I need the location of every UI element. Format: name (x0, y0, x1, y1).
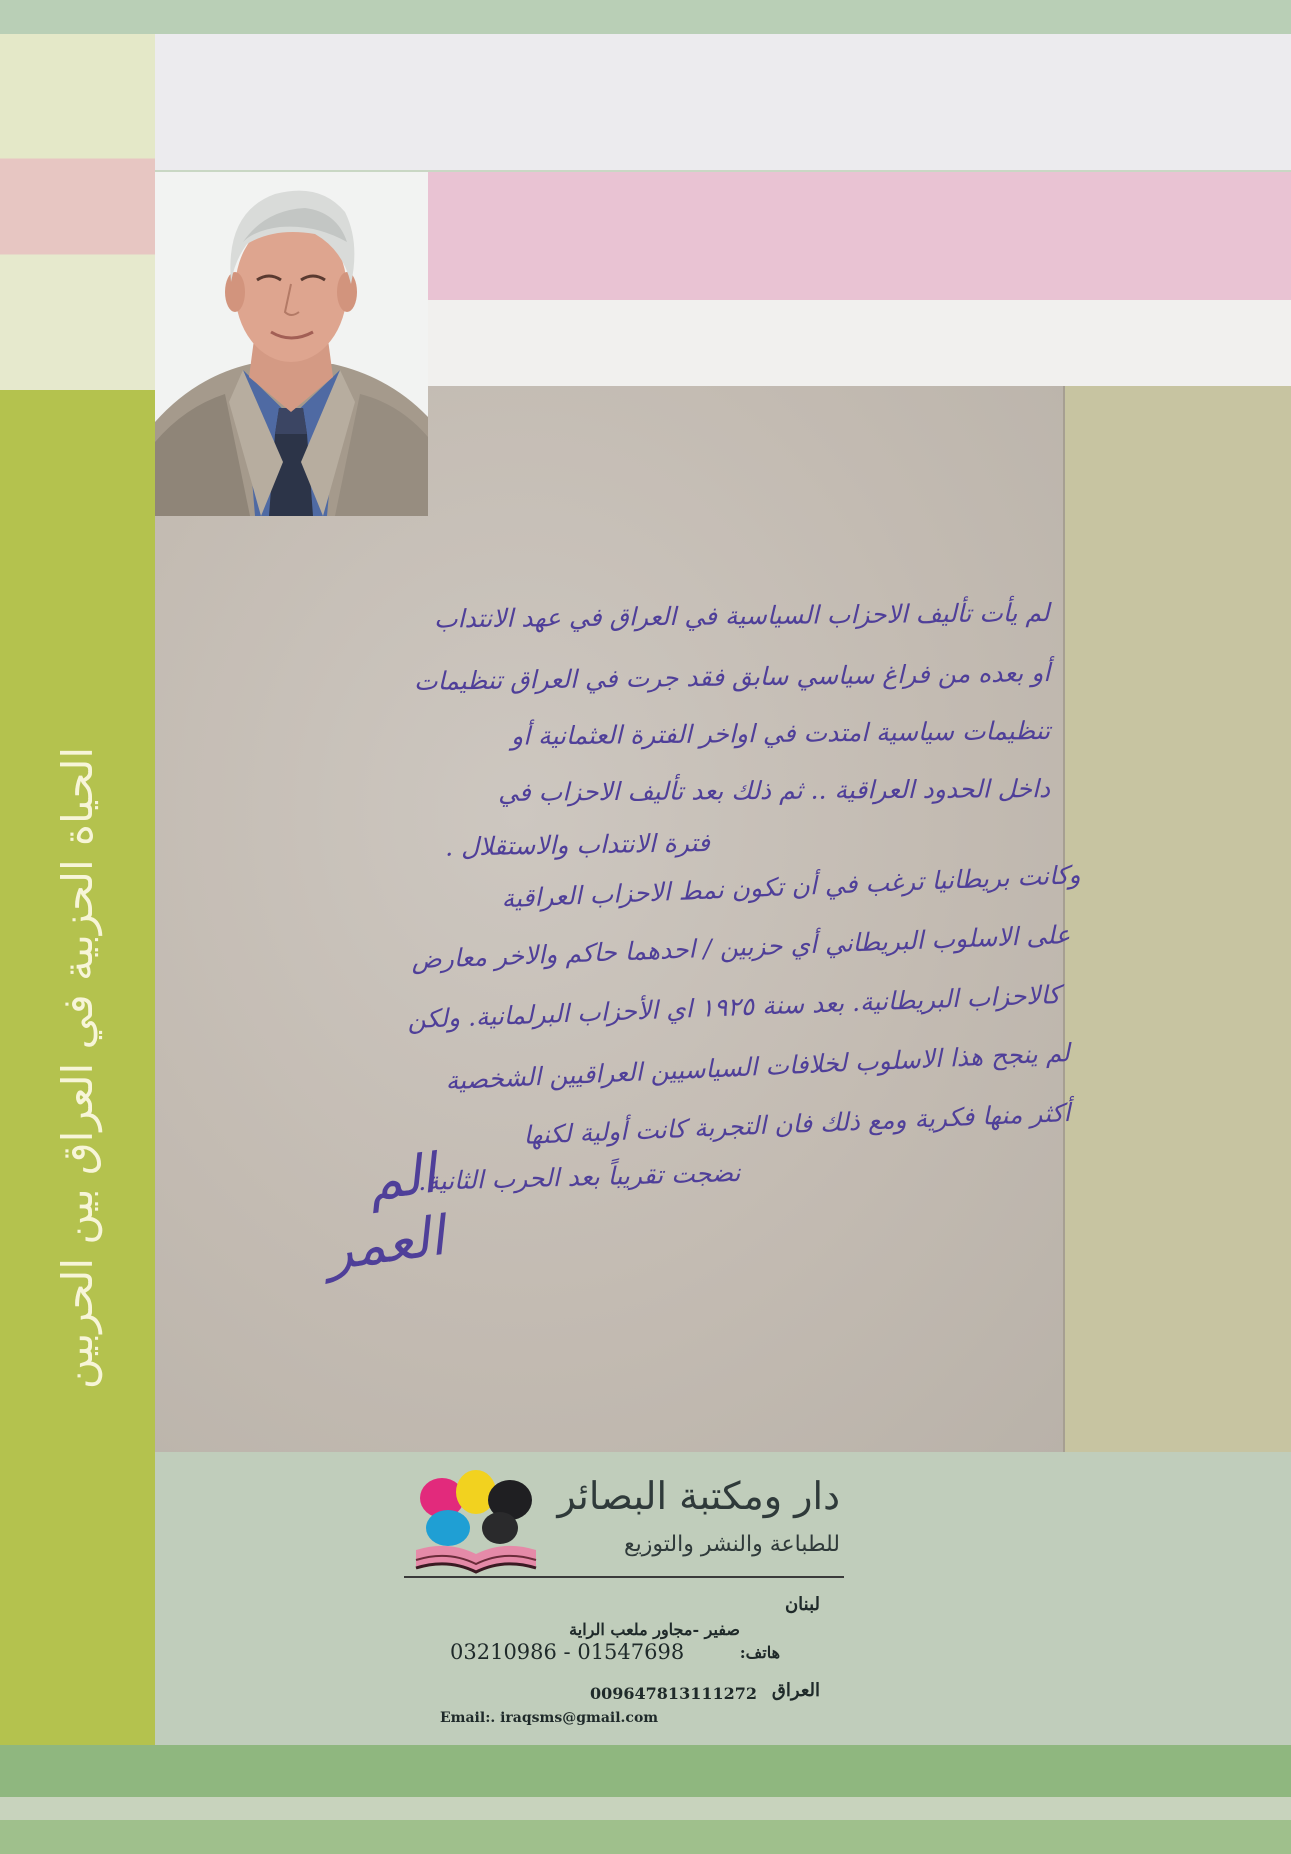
top-color-band (0, 0, 1291, 34)
author-portrait-icon (155, 172, 428, 516)
divider (404, 1576, 844, 1578)
bottom-color-band (0, 1745, 1291, 1797)
book-petals-icon (408, 1470, 544, 1582)
handwritten-line: على الاسلوب البريطاني أي حزبين / احدهما حاكم والاخر معارض (410, 920, 1071, 975)
spine-book-title: الحياة الحزبية في العراق بين الحربين (53, 746, 102, 1390)
author-photo (155, 172, 428, 516)
publisher-name: دار ومكتبة البصائر (557, 1474, 840, 1518)
handwritten-line: داخل الحدود العراقية .. ثم ذلك بعد تأليف الاحزاب في (497, 774, 1051, 807)
bottom-light-band (0, 1797, 1291, 1854)
publisher-subtitle: للطباعة والنشر والتوزيع (623, 1532, 840, 1557)
handwritten-line: فترة الانتداب والاستقلال . (444, 828, 711, 862)
iraq-label: العراق (771, 1680, 820, 1701)
handwritten-note (190, 598, 1081, 1238)
phone-numbers: 03210986 - 01547698 (450, 1640, 685, 1664)
publisher-logo-icon (408, 1470, 544, 1582)
top-light-band (0, 34, 1291, 170)
handwritten-line: نضجت تقريباً بعد الحرب الثانية. (417, 1158, 741, 1196)
handwritten-line: لم يأت تأليف الاحزاب السياسية في العراق في عهد الانتداب (434, 598, 1051, 634)
author-signature: الم العمر (322, 1141, 449, 1283)
lebanon-label: لبنان (784, 1594, 820, 1615)
phone-label: هاتف: (739, 1643, 780, 1662)
lebanon-address: صفير -مجاور ملعب الراية (569, 1620, 740, 1639)
light-band (428, 300, 1291, 386)
handwritten-line: أكثر منها فكرية ومع ذلك فان التجربة كانت أولية لكنها (522, 1098, 1071, 1150)
right-color-strip (1065, 386, 1291, 1452)
iraq-phone: 009647813111272 (590, 1684, 757, 1703)
left-color-blocks (0, 34, 155, 390)
pink-band (428, 172, 1291, 300)
email-address: Email:. iraqsms@gmail.com (440, 1710, 659, 1726)
handwritten-line: تنظيمات سياسية امتدت في اواخر الفترة العثمانية أو (510, 716, 1051, 751)
handwritten-line: لم ينجح هذا الاسلوب لخلافات السياسيين العراقيين الشخصية (445, 1038, 1071, 1096)
handwritten-line: أو بعده من فراغ سياسي سابق فقد جرت في العراق تنظيمات (413, 658, 1051, 696)
paper-edge (1063, 386, 1065, 1452)
handwritten-line: كالاحزاب البريطانية. بعد سنة ١٩٢٥ اي الأحزاب البرلمانية. ولكن (406, 980, 1061, 1035)
handwritten-line: وكانت بريطانيا ترغب في أن تكون نمط الاحزاب العراقية (500, 860, 1081, 914)
